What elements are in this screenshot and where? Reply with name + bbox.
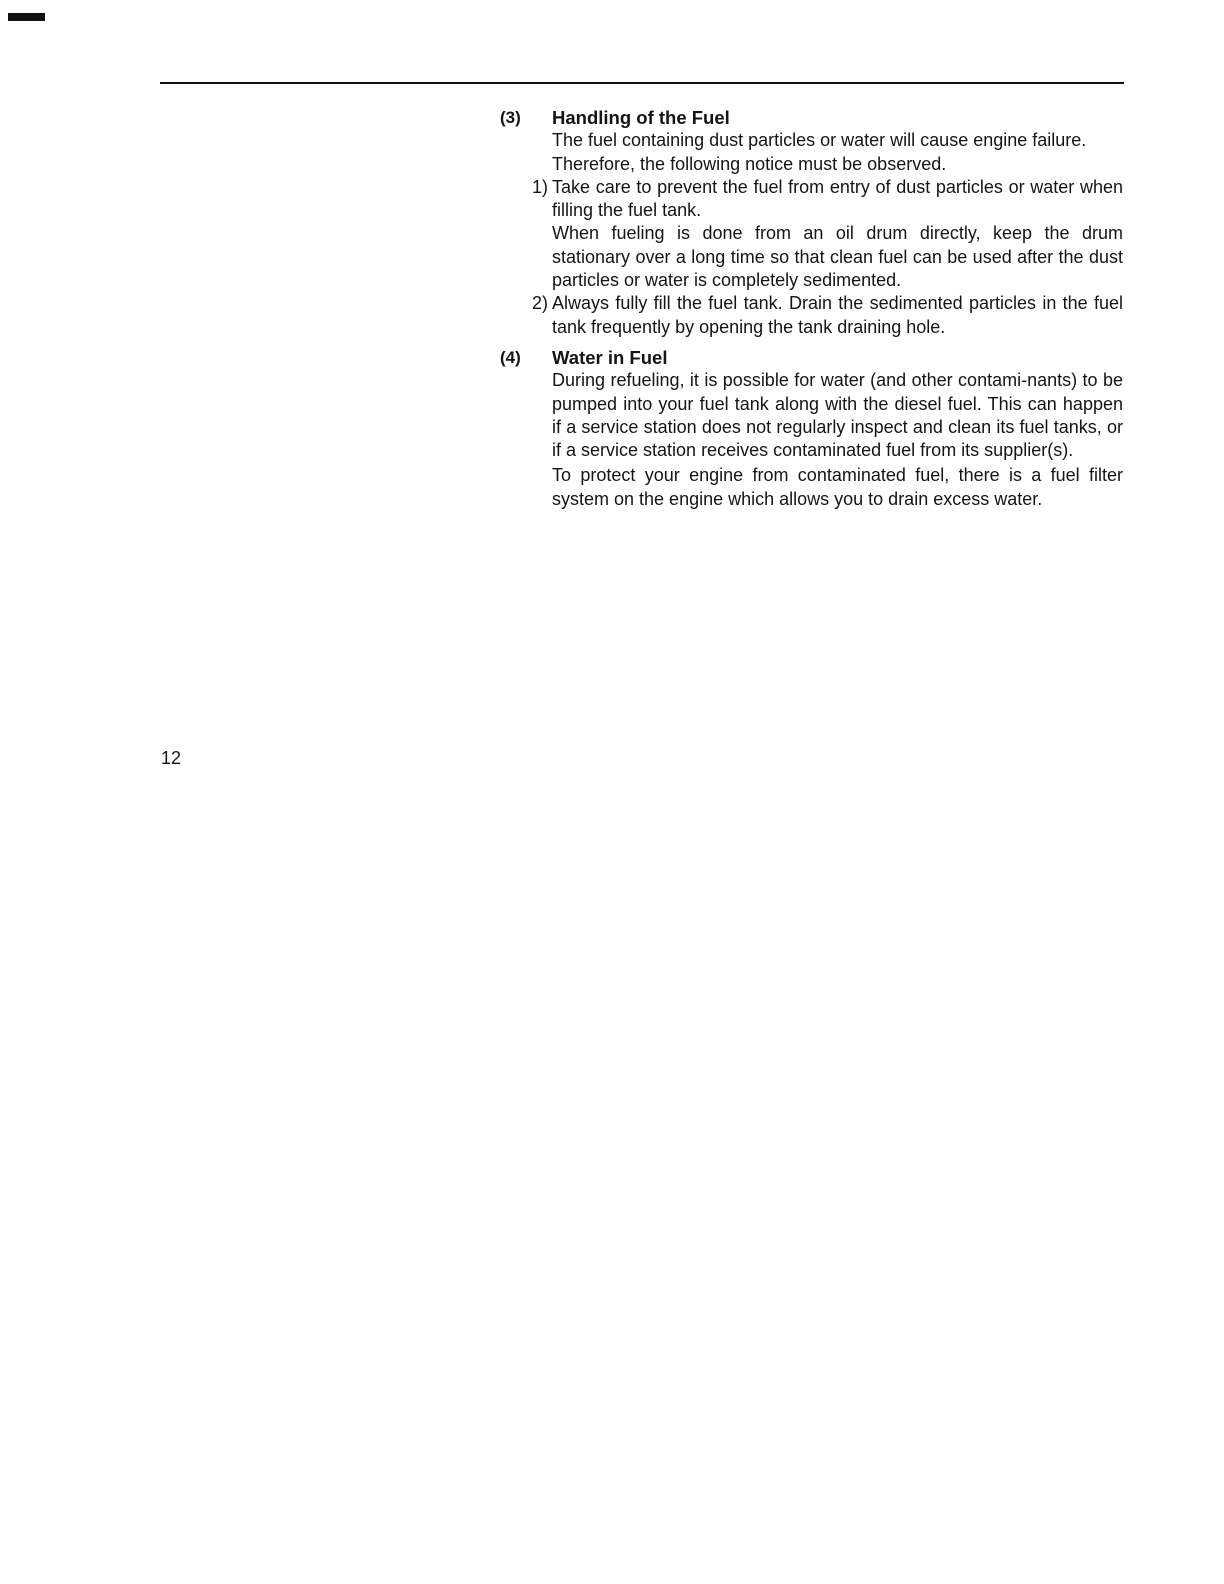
paragraph: To protect your engine from contaminated fuel, there is a fuel filter system on the engine which allows you to drain excess water.	[552, 465, 1123, 509]
section-title: Water in Fuel	[552, 346, 668, 368]
header-rule	[160, 82, 1124, 84]
section-number: (3)	[500, 108, 521, 127]
page-content	[500, 106, 1123, 511]
section-title: Handling of the Fuel	[552, 107, 730, 128]
page-number: 12	[161, 748, 182, 768]
list-item-marker: 2)	[531, 293, 548, 314]
list-item	[531, 292, 1123, 339]
paragraph: Take care to prevent the fuel from entry of dust particles or water when filling the fuel tank.	[552, 176, 1123, 221]
list-item	[531, 176, 1123, 292]
section-number: (4)	[500, 347, 521, 367]
list-item-marker: 1)	[531, 176, 548, 197]
paragraph: During refueling, it is possible for water (and other contami-nants) to be pumped into your fuel tank along with the diesel fuel. This can happen if a service station does not regularly inspect and clean its fuel tanks, or if a service station receives contaminated fuel from its supplier(s).	[552, 370, 1123, 461]
section-water-in-fuel	[500, 346, 1123, 511]
paragraph: When fueling is done from an oil drum directly, keep the drum stationary over a long time so that clean fuel can be used after the dust particles or water is completely sedimented.	[552, 223, 1123, 291]
paragraph: Always fully fill the fuel tank. Drain the sedimented particles in the fuel tank frequently by opening the tank draining hole.	[552, 293, 1123, 337]
paragraph: The fuel containing dust particles or water will cause engine failure.	[552, 130, 1087, 151]
section-handling-of-fuel	[500, 106, 1123, 339]
corner-registration-mark	[8, 13, 45, 21]
paragraph: Therefore, the following notice must be observed.	[552, 153, 947, 174]
